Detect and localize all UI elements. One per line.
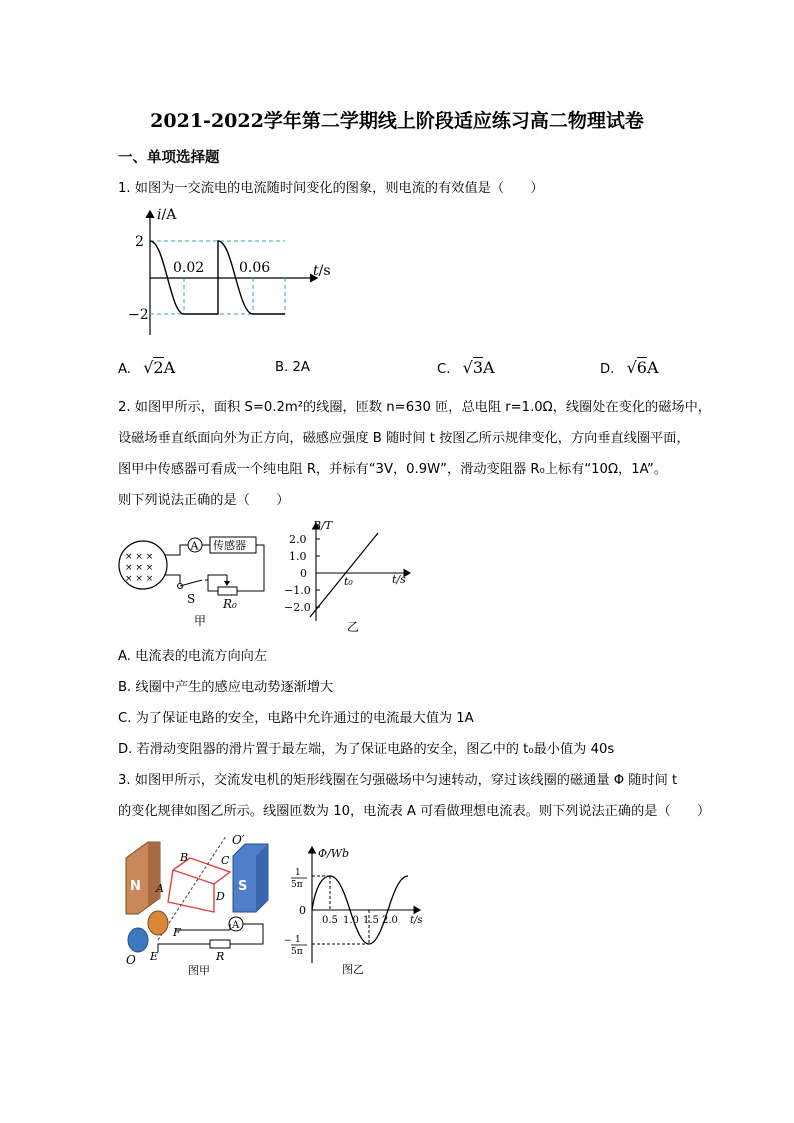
- q1-y-bottom-label: −2: [128, 307, 149, 323]
- svg-text:O: O: [126, 953, 136, 967]
- svg-text:1: 1: [295, 935, 301, 945]
- q3-fig-yi-caption: 图乙: [342, 963, 364, 976]
- svg-text:C: C: [221, 854, 230, 867]
- svg-text:1: 1: [295, 868, 301, 878]
- q1-option-a[interactable]: A. √2A: [118, 358, 176, 377]
- q1-x2-label: 0.06: [239, 260, 271, 276]
- q1-y-top-label: 2: [135, 234, 144, 250]
- svg-text:1.5: 1.5: [363, 915, 379, 926]
- svg-text:1.0: 1.0: [343, 915, 359, 926]
- svg-text:5π: 5π: [291, 947, 303, 957]
- page-title: 2021-2022学年第二学期线上阶段适应练习高二物理试卷: [150, 110, 644, 132]
- q1-option-b[interactable]: B. 2A: [275, 360, 310, 375]
- svg-text:Φ/Wb: Φ/Wb: [318, 847, 350, 860]
- q3-resistor: [210, 940, 230, 948]
- svg-text:−: −: [284, 936, 292, 946]
- q2-rheostat: [218, 587, 237, 595]
- section-heading: 一、单项选择题: [118, 150, 220, 166]
- svg-text:5π: 5π: [291, 880, 303, 890]
- svg-text:N: N: [130, 879, 141, 894]
- q2-circuit-figure: [110, 525, 270, 630]
- svg-text:× × ×: × × ×: [125, 563, 154, 573]
- q2-stem-line2: 设磁场垂直纸面向外为正方向，磁感应强度 B 随时间 t 按图乙所示规律变化，方向垂直线圈平面，: [118, 431, 690, 446]
- q2-rheostat-label: R₀: [223, 597, 237, 611]
- q2-fig-jia-caption: 甲: [194, 614, 207, 628]
- q2-option-d[interactable]: D. 若滑动变阻器的滑片置于最左端，为了保证电路的安全，图乙中的 t₀最小值为 40s: [118, 742, 615, 757]
- svg-text:E: E: [150, 950, 159, 963]
- svg-text:t/s: t/s: [410, 915, 423, 926]
- svg-text:F: F: [173, 926, 181, 939]
- q1-current-graph: [125, 205, 335, 345]
- svg-text:−2.0: −2.0: [284, 601, 311, 614]
- svg-text:S: S: [238, 879, 248, 894]
- q2-sensor-label: 传感器: [213, 539, 246, 552]
- q1-x-label: t/s: [313, 263, 331, 279]
- svg-text:A: A: [156, 882, 164, 895]
- q2-stem-line3: 图甲中传感器可看成一个纯电阻 R，并标有“3V，0.9W”，滑动变阻器 R₀上标有“10Ω，1A”。: [118, 462, 668, 477]
- q1-y-label: i/A: [157, 207, 177, 223]
- svg-text:A: A: [232, 920, 240, 931]
- svg-text:t₀: t₀: [344, 575, 353, 588]
- svg-text:0: 0: [299, 904, 306, 917]
- svg-text:B/T: B/T: [313, 519, 333, 532]
- svg-text:R: R: [216, 950, 225, 963]
- q1-option-c[interactable]: C. √3A: [437, 358, 495, 377]
- q2-switch: [180, 580, 202, 586]
- q1-stem: 1. 如图为一交流电的电流随时间变化的图象，则电流的有效值是（ ）: [118, 181, 544, 196]
- q2-option-b[interactable]: B. 线圈中产生的感应电动势逐渐增大: [118, 680, 334, 695]
- q3-generator-figure: [118, 828, 278, 978]
- svg-text:0: 0: [300, 567, 307, 580]
- q2-option-a[interactable]: A. 电流表的电流方向向左: [118, 649, 268, 664]
- q3-flux-graph: [282, 843, 427, 978]
- q3-slip-ring-f: [148, 911, 168, 935]
- svg-text:1.0: 1.0: [289, 550, 307, 563]
- q2-option-c[interactable]: C. 为了保证电路的安全，电路中允许通过的电流最大值为 1A: [118, 711, 474, 726]
- svg-text:0.5: 0.5: [322, 915, 338, 926]
- svg-text:× × ×: × × ×: [125, 574, 154, 584]
- svg-text:t/s: t/s: [392, 573, 406, 586]
- svg-text:2.0: 2.0: [289, 533, 307, 546]
- svg-text:B: B: [180, 851, 189, 864]
- q3-stem-line1: 3. 如图甲所示，交流发电机的矩形线圈在匀强磁场中匀速转动，穿过该线圈的磁通量 Φ 随时间 t: [118, 773, 678, 788]
- svg-text:−1.0: −1.0: [284, 584, 311, 597]
- q2-b-graph: [280, 517, 430, 635]
- svg-text:× × ×: × × ×: [125, 552, 154, 562]
- q2-switch-label: S: [187, 592, 196, 606]
- q2-stem-line4: 则下列说法正确的是（ ）: [118, 493, 290, 508]
- q3-fig-jia-caption: 图甲: [188, 964, 210, 977]
- q2-fig-yi-caption: 乙: [347, 620, 360, 634]
- q2-stem-line1: 2. 如图甲所示，面积 S=0.2m²的线圈，匝数 n=630 匝，总电阻 r=1.0Ω，线圈处在变化的磁场中，: [118, 400, 711, 415]
- svg-text:D: D: [216, 890, 225, 903]
- q3-stem-line2: 的变化规律如图乙所示。线圈匝数为 10，电流表 A 可看做理想电流表。则下列说法正确的是（ ）: [118, 804, 711, 819]
- svg-text:O′: O′: [232, 833, 245, 847]
- q1-option-d[interactable]: D. √6A: [600, 358, 659, 377]
- svg-text:2.0: 2.0: [382, 915, 398, 926]
- q3-slip-ring-e: [128, 928, 148, 952]
- svg-text:A: A: [190, 539, 199, 553]
- q1-x1-label: 0.02: [173, 260, 205, 276]
